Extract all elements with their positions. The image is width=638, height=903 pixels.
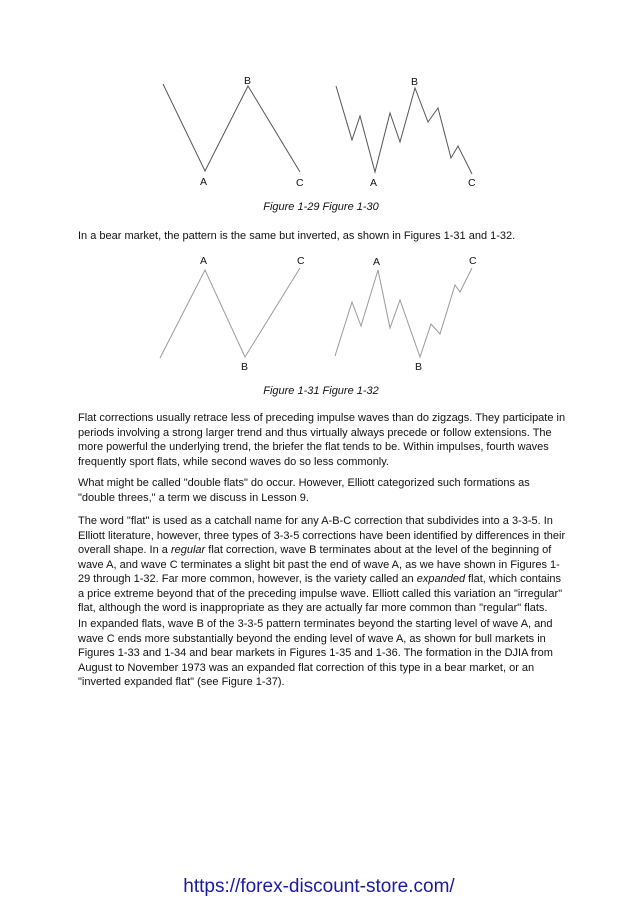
paragraph-flat-corrections: Flat corrections usually retrace less of preceding impulse waves than do zigzags. They participate in periods involving a strong larger trend and thus virtually always precede or follow extensions. The more powerful the underlying trend, the briefer the flat tends to be. Within impulses, fourth waves frequently sport flats, while second waves do so less commonly. [78,412,566,468]
fig-1-32-label-b: B [415,361,423,373]
fig-1-32-label-a: A [373,256,381,268]
footer-url-link[interactable]: https://forex-discount-store.com/ [183,876,455,897]
fig-1-30-label-b: B [411,76,419,88]
emphasis-expanded: expanded [416,573,466,585]
fig-1-32-wave [335,268,472,357]
fig-1-30-wave [336,86,472,174]
figure-caption-bottom: Figure 1-31 Figure 1-32 [263,385,379,397]
figure-1-31-1-32 [0,250,638,380]
fig-1-29-wave [163,84,300,172]
fig-1-31-label-c: C [297,255,305,267]
fig-1-30-label-a: A [370,177,378,189]
fig-1-29-label-b: B [244,75,252,87]
fig-1-30-label-c: C [468,177,476,189]
fig-1-32-label-c: C [469,255,477,267]
fig-1-31-label-b: B [241,361,249,373]
fig-1-31-label-a: A [200,255,208,267]
fig-1-31-wave [160,268,300,358]
paragraph-flat-types: The word "flat" is used as a catchall name for any A-B-C correction that subdivides into a 3-3-5. In Elliott literature, however, three types of 3-3-5 corrections have been identified by differences in their overall shape. In a regular flat correction, wave B terminates about at the level of the beginning of wave A, and wave C terminates a slight bit past the end of wave A, as we have shown in Figures 1-29 through 1-32. Far more common, however, is the variety called an expanded flat, which contains a price extreme beyond that of the preceding impulse wave. Elliott called this variation an "irregular" flat, although the word is inappropriate as they are actually far more common than "regular" flats. [78,515,566,614]
intro-paragraph: In a bear market, the pattern is the same but inverted, as shown in Figures 1-31 and 1-32. [78,230,516,242]
paragraph-double-flats: What might be called "double flats" do occur. However, Elliott categorized such formations as "double threes," a term we discuss in Lesson 9. [78,477,530,504]
paragraph-expanded-flats: In expanded flats, wave B of the 3-3-5 pattern terminates beyond the starting level of wave A, and wave C ends more substantially beyond the ending level of wave A, as shown for bull markets in Figures 1-33 and 1-34 and bear markets in Figures 1-35 and 1-36. The formation in the DJIA from August to November 1973 was an expanded flat correction of this type in a bear market, or an "inverted expanded flat" (see Figure 1-37). [78,618,553,688]
fig-1-29-label-a: A [200,176,208,188]
emphasis-regular: regular [170,544,206,556]
figure-caption-top: Figure 1-29 Figure 1-30 [263,201,379,213]
fig-1-29-label-c: C [296,177,304,189]
